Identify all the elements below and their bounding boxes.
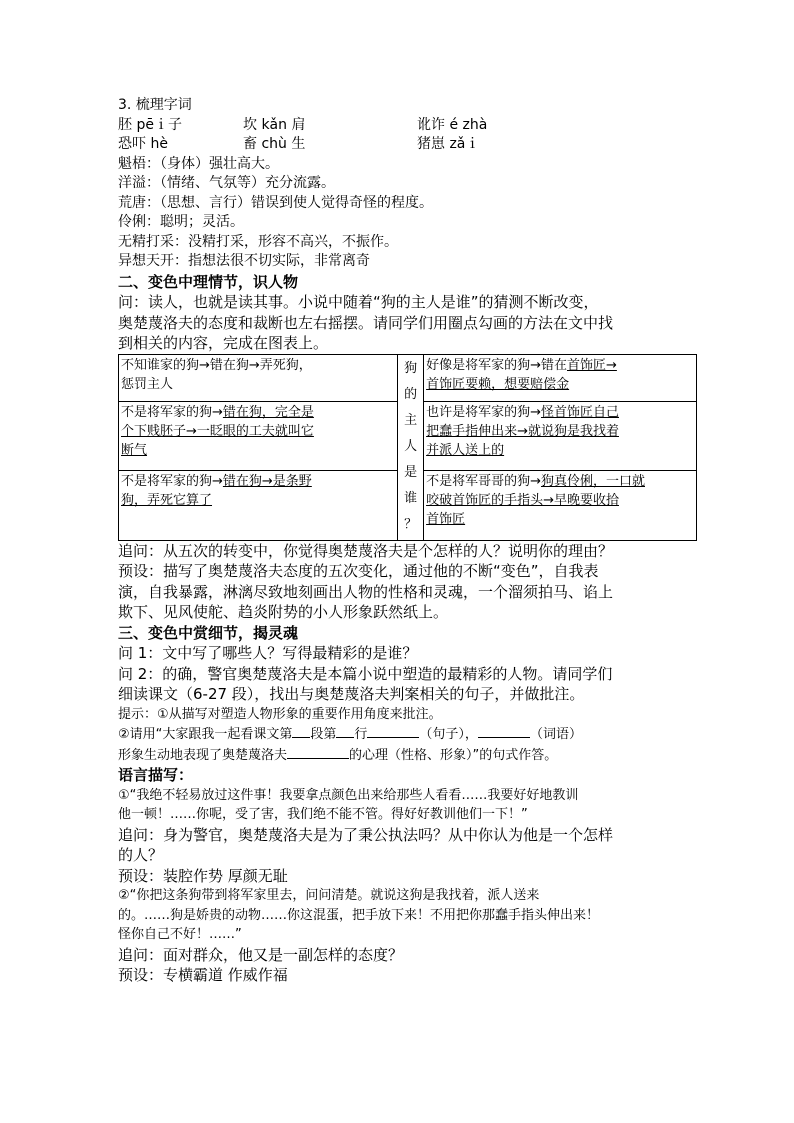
table-cell: 不是将军哥哥的狗→狗真伶俐，一口就 咬破首饰匠的手指头→早晚要收拾 首饰匠 (424, 471, 697, 540)
followup-question: 追问：身为警官，奥楚蔑洛夫是为了秉公执法吗？从中你认为他是一个怎样 (118, 825, 614, 844)
part2-line: 问：读人，也就是读其事。小说中随着“狗的主人是谁”的猜测不断改变， (118, 293, 599, 311)
followup-line: 预设：描写了奥楚蔑洛夫态度的五次变化，通过他的不断“变色”，自我表 (118, 562, 599, 580)
preset-answer: 预设：专横霸道 作威作福 (118, 966, 288, 984)
part2-heading: 二、变色中理情节，识人物 (118, 272, 299, 291)
question-2: 问 2：的确，警官奥楚蔑洛夫是本篇小说中塑造的最精彩的人物。请同学们 (118, 664, 613, 683)
vocab-line: 荒唐：（思想、言行）错误到使人觉得奇怪的程度。 (118, 194, 433, 211)
quote-line: 怪你自己不好！……” (118, 927, 242, 942)
followup-line: 欺下、见风使舵、趋炎附势的小人形象跃然纸上。 (118, 603, 449, 621)
part2-line: 到相关的内容，完成在图表上。 (118, 334, 329, 352)
pinyin-row-1 (118, 116, 698, 136)
language-heading: 语言描写： (118, 766, 194, 784)
tip-line: 提示：①从描写对塑造人物形象的重要作用角度来批注。 (118, 706, 442, 722)
table-cell: 不知谁家的狗→错在狗→弄死狗， 惩罚主人 (119, 354, 398, 402)
table-cell: 好像是将军家的狗→错在首饰匠→ 首饰匠要赖，想要赔偿金 (424, 354, 697, 402)
followup-line: 演，自我暴露，淋漓尽致地刻画出人物的性格和灵魂，一个溜须拍马、谄上 (118, 582, 614, 601)
followup-question: 追问：面对群众，他又是一副怎样的态度？ (118, 945, 404, 964)
pinyin-item: 胚 pēｉ子 (118, 116, 182, 133)
document-page (118, 96, 698, 986)
vocab-line: 伶俐：聪明；灵活。 (118, 214, 244, 230)
table-cell: 不是将军家的狗→错在狗，完全是 个下贱胚子→一眨眼的工夫就叫它 断气 (119, 402, 398, 471)
vocab-line: 洋溢：（情绪、气氛等）充分流露。 (118, 175, 335, 191)
answer-format-line-2: 形象生动地表现了奥楚蔑洛夫 的心理（性格、形象）”的句式作答。 (118, 745, 698, 766)
pinyin-item: 畜 chù 生 (243, 136, 306, 152)
table-cell: 不是将军家的狗→错在狗→是条野 狗，弄死它算了 (119, 471, 398, 540)
quote-line: 的。……狗是娇贵的动物……你这混蛋，把手放下来！不用把你那蠢手指头伸出来！ (118, 907, 600, 923)
vocab-line: 无精打采：没精打采，形容不高兴，不振作。 (118, 233, 398, 250)
vocab-line: 魁梧：（身体）强壮高大。 (118, 155, 279, 172)
pinyin-item: 恐吓 hè (118, 136, 168, 152)
pinyin-item: 猪崽 zǎｉ (417, 136, 480, 152)
followup-question-cont: 的人？ (118, 846, 164, 864)
quote-line: ①“我绝不轻易放过这件事！我要拿点颜色出来给那些人看看……我要好好地教训 (118, 787, 579, 803)
quote-line: ②“你把这条狗带到将军家里去，问问清楚。就说这狗是我找着，派人送来 (118, 888, 540, 903)
table-middle-column: 狗 的 主 人 是 谁 ？ (398, 354, 424, 540)
preset-answer: 预设：装腔作势 厚颜无耻 (118, 866, 288, 885)
part3-heading: 三、变色中赏细节，揭灵魂 (118, 623, 299, 642)
plot-table (118, 354, 697, 541)
followup-line: 追问：从五次的转变中，你觉得奥楚蔑洛夫是个怎样的人？说明你的理由？ (118, 541, 614, 560)
question-2-cont: 细读课文（6-27 段），找出与奥楚蔑洛夫判案相关的句子，并做批注。 (118, 685, 585, 703)
vocab-line: 异想天开：指想法很不切实际，非常离奇 (118, 253, 370, 269)
answer-format-line: ②请用“大家跟我一起看课文第 段第 行 （句子）， （词语） (118, 724, 698, 745)
quote-line: 他一顿！……你呢，受了害，我们绝不能不管。得好好教训他们一下！” (118, 807, 528, 822)
section3-title: 3. 梳理字词 (118, 97, 192, 113)
part2-line: 奥楚蔑洛夫的态度和裁断也左右摇摆。请同学们用圈点勾画的方法在文中找 (118, 313, 614, 332)
pinyin-row-2 (118, 135, 698, 155)
table-cell: 也许是将军家的狗→怪首饰匠自己 把蠢手指伸出来→就说狗是我找着 并派人送上的 (424, 402, 697, 471)
pinyin-item: 讹诈 é zhà (417, 116, 488, 133)
question-1: 问 1：文中写了哪些人？写得最精彩的是谁？ (118, 644, 418, 662)
pinyin-item: 坎 kǎn 肩 (243, 116, 306, 133)
